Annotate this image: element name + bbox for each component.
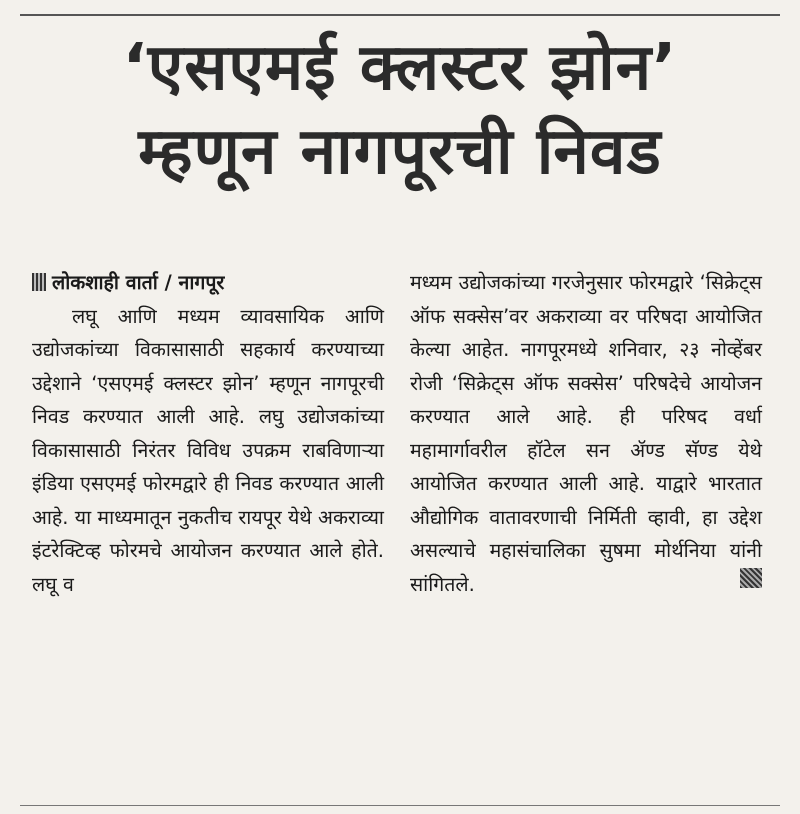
dateline-text: लोकशाही वार्ता / नागपूर: [52, 271, 225, 294]
dateline: [32, 266, 384, 300]
end-marker-icon: [740, 568, 762, 588]
column-2: [410, 266, 762, 601]
headline-line-1: ‘एसएमई क्लस्टर झोन’: [122, 31, 678, 105]
column-2-text: मध्यम उद्योजकांच्या गरजेनुसार फोरमद्वारे ‘सिक्रेट्स ऑफ सक्सेस’वर अकराव्या वर परिषदा आयोजित केल्या आहेत. नागपूरमध्ये शनिवार, २३ नोव्हेंबर रोजी ‘सिक्रेट्स ऑफ सक्सेस’ परिषदेचे आयोजन करण्यात आले आहे. ही परिषद वर्धा महामार्गावरील हॉटेल सन ॲण्ड सॅण्ड येथे आयोजित करण्यात आली आहे. याद्वारे भारतात औद्योगिक वातावरणाची निर्मिती व्हावी, हा उद्देश असल्याचे महासंचालिका सुषमा मोर्थनिया यांनी सांगितले.: [410, 271, 762, 596]
headline: [0, 26, 800, 194]
dateline-marker-icon: [32, 273, 46, 291]
column-1-text: लघू आणि मध्यम व्यावसायिक आणि उद्योजकांच्या विकासासाठी सहकार्य करण्याच्या उद्देशाने ‘एसएमई क्लस्टर झोन’ म्हणून नागपूरची निवड करण्यात आली आहे. लघु उद्योजकांच्या विकासासाठी निरंतर विविध उपक्रम राबविणाऱ्या इंडिया एसएमई फोरमद्वारे ही निवड करण्यात आली आहे. या माध्यमातून नुकतीच रायपूर येथे अकराव्या इंटरेक्टिव्ह फोरमचे आयोजन करण्यात आले होते. लघू व: [32, 304, 384, 596]
column-1: [32, 266, 384, 601]
article-body: [32, 266, 764, 601]
headline-line-2: म्हणून नागपूरची निवड: [138, 115, 662, 189]
bottom-rule: [20, 805, 780, 806]
top-rule: [20, 14, 780, 16]
